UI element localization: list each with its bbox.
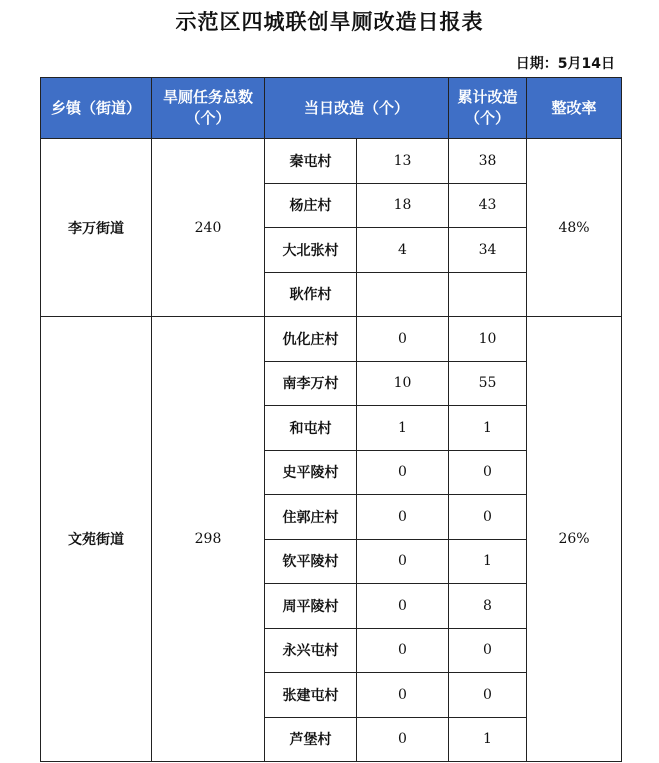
header-row: [41, 78, 622, 139]
cumulative-count-cell: 55: [449, 361, 527, 406]
village-name-cell: 秦屯村: [265, 139, 357, 184]
table-row: [41, 139, 622, 184]
daily-count-cell: 0: [357, 539, 449, 584]
cumulative-count-cell: 34: [449, 228, 527, 273]
daily-count-cell: 0: [357, 317, 449, 362]
daily-count-cell: 0: [357, 495, 449, 540]
village-name-cell: 大北张村: [265, 228, 357, 273]
village-name-cell: 芦堡村: [265, 717, 357, 762]
village-name-cell: 住郭庄村: [265, 495, 357, 540]
header-cumulative-line1: 累计改造: [457, 88, 518, 106]
daily-count-cell: 13: [357, 139, 449, 184]
header-total-line2: （个）: [185, 109, 231, 127]
report-date: 日期：5月14日: [515, 56, 615, 72]
cumulative-count-cell: 1: [449, 539, 527, 584]
cumulative-count-cell: 0: [449, 495, 527, 540]
village-name-cell: 史平陵村: [265, 450, 357, 495]
town-cell: 文苑街道: [41, 317, 152, 762]
cumulative-count-cell: 8: [449, 584, 527, 629]
table-row: [41, 317, 622, 362]
village-name-cell: 永兴屯村: [265, 628, 357, 673]
village-name-cell: 周平陵村: [265, 584, 357, 629]
daily-count-cell: 4: [357, 228, 449, 273]
cumulative-count-cell: 38: [449, 139, 527, 184]
daily-count-cell: 0: [357, 673, 449, 718]
table-body: [41, 139, 622, 762]
daily-count-cell: [357, 272, 449, 317]
header-total: [152, 78, 265, 139]
header-daily: 当日改造（个）: [265, 78, 449, 139]
village-name-cell: 和屯村: [265, 406, 357, 451]
cumulative-count-cell: 1: [449, 717, 527, 762]
header-town: 乡镇（街道）: [41, 78, 152, 139]
town-cell: 李万街道: [41, 139, 152, 317]
cumulative-count-cell: 10: [449, 317, 527, 362]
cumulative-count-cell: 1: [449, 406, 527, 451]
rectification-rate-cell: 26%: [527, 317, 622, 762]
daily-count-cell: 18: [357, 183, 449, 228]
report-table: [40, 77, 622, 762]
daily-count-cell: 0: [357, 450, 449, 495]
daily-count-cell: 1: [357, 406, 449, 451]
task-total-cell: 240: [152, 139, 265, 317]
header-total-line1: 旱厕任务总数: [162, 88, 253, 106]
daily-count-cell: 0: [357, 584, 449, 629]
village-name-cell: 杨庄村: [265, 183, 357, 228]
cumulative-count-cell: 43: [449, 183, 527, 228]
daily-count-cell: 0: [357, 717, 449, 762]
cumulative-count-cell: 0: [449, 673, 527, 718]
header-rate: 整改率: [527, 78, 622, 139]
village-name-cell: 南李万村: [265, 361, 357, 406]
village-name-cell: 张建屯村: [265, 673, 357, 718]
page-title: 示范区四城联创旱厕改造日报表: [175, 10, 484, 34]
daily-count-cell: 0: [357, 628, 449, 673]
header-cumulative: [449, 78, 527, 139]
task-total-cell: 298: [152, 317, 265, 762]
village-name-cell: 耿作村: [265, 272, 357, 317]
village-name-cell: 仇化庄村: [265, 317, 357, 362]
cumulative-count-cell: 0: [449, 628, 527, 673]
cumulative-count-cell: [449, 272, 527, 317]
daily-count-cell: 10: [357, 361, 449, 406]
rectification-rate-cell: 48%: [527, 139, 622, 317]
header-cumulative-line2: （个）: [465, 109, 511, 127]
cumulative-count-cell: 0: [449, 450, 527, 495]
village-name-cell: 钦平陵村: [265, 539, 357, 584]
